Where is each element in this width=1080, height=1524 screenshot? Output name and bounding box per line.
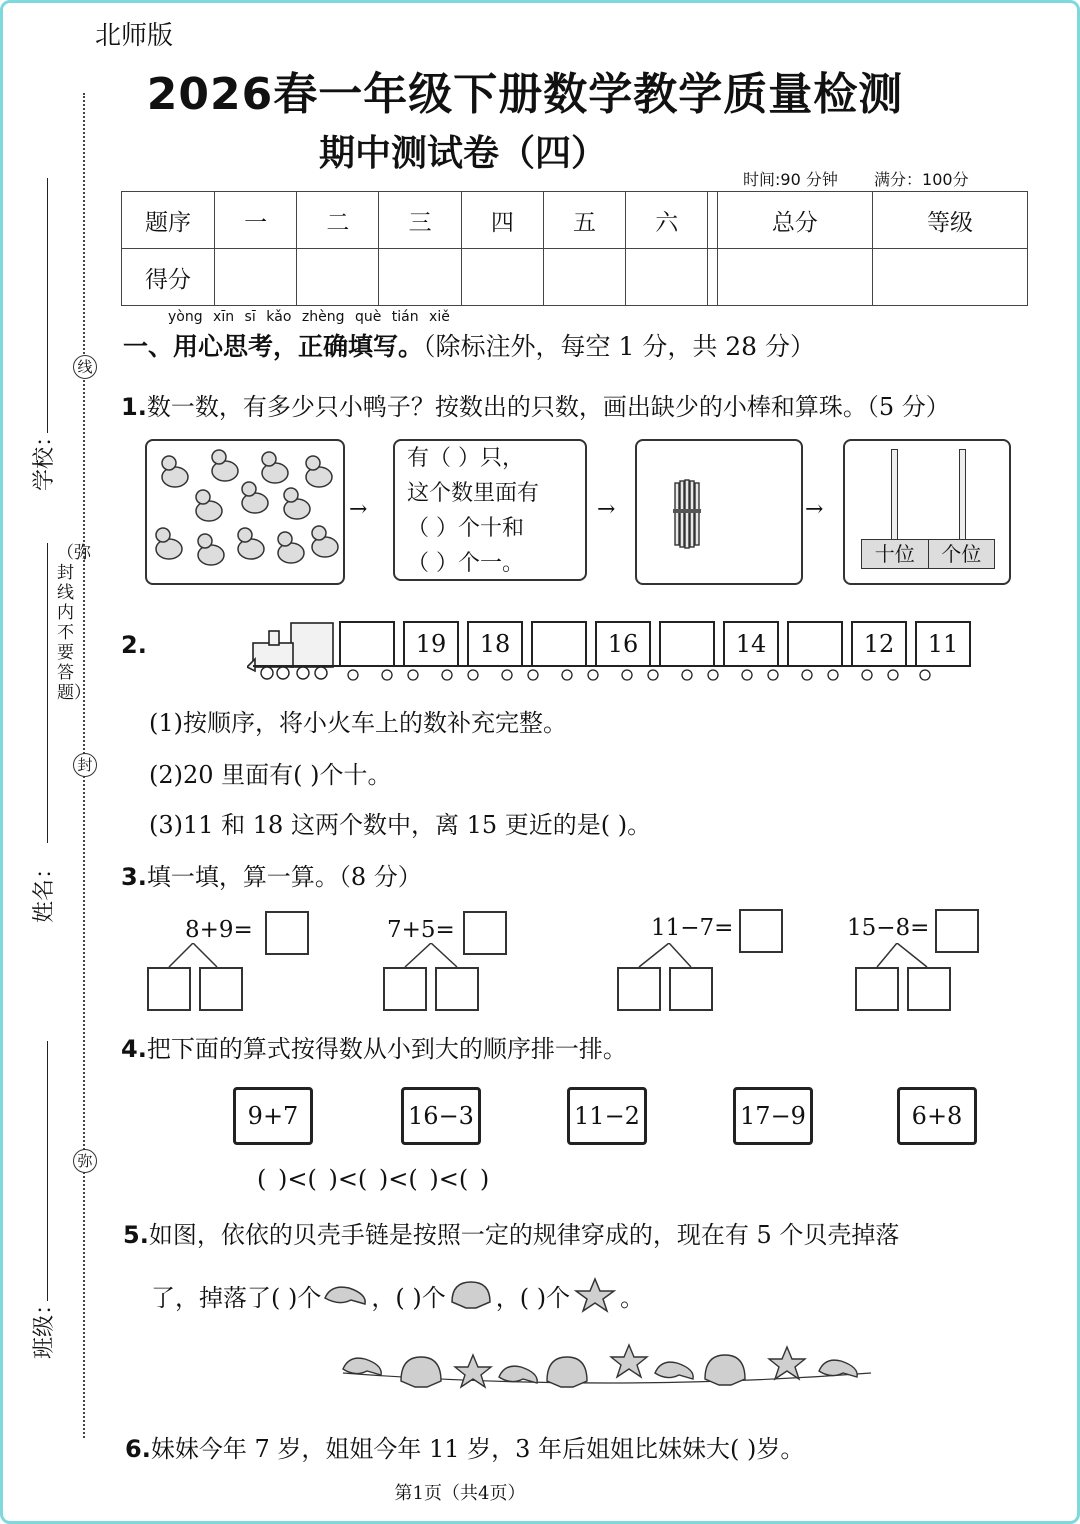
expression: 8+9=	[185, 917, 253, 943]
duck-icon	[162, 456, 188, 487]
train-wheels	[253, 668, 933, 682]
name-label: 姓名：	[32, 856, 57, 923]
question-number: 4.	[121, 1035, 147, 1063]
q5-end: 。	[620, 1283, 645, 1312]
equation-card: 16−3	[401, 1087, 481, 1145]
starfish-icon	[611, 1345, 647, 1377]
score-entry-cell[interactable]	[626, 249, 708, 306]
scallop-shell-icon	[705, 1355, 745, 1385]
shell-bracelet	[339, 1339, 875, 1405]
question-text: 把下面的算式按得数从小到大的顺序排一排。	[146, 1035, 627, 1063]
question-number: 2.	[121, 631, 147, 659]
starfish-icon	[769, 1347, 805, 1379]
question-number: 6.	[125, 1435, 151, 1463]
expression: 15−8=	[847, 915, 930, 941]
table-cell: 三	[379, 192, 461, 249]
scallop-shell-icon	[547, 1357, 587, 1387]
question-4	[121, 1029, 627, 1064]
sticks-box	[635, 439, 803, 585]
arrow-icon: →	[597, 497, 616, 522]
abacus-rod	[959, 449, 966, 543]
equation-card: 6+8	[897, 1087, 977, 1145]
duck-icon	[242, 482, 268, 513]
split-box[interactable]	[383, 967, 427, 1011]
binding-mi-mark: 弥	[73, 1149, 97, 1173]
duck-icon	[262, 452, 288, 483]
table-cell: 六	[626, 192, 708, 249]
wagon	[659, 621, 715, 667]
score-entry-cell[interactable]	[708, 249, 717, 306]
class-label: 班级：	[32, 1292, 57, 1359]
question-6	[125, 1429, 804, 1464]
score-entry-cell[interactable]	[872, 249, 1027, 306]
question-3	[121, 857, 422, 892]
section-note: （除标注外，每空 1 分，共 28 分）	[423, 332, 816, 361]
score-table-header-row	[122, 192, 1028, 249]
count-line-1: 有（ ）只，	[407, 446, 524, 471]
wagon: 14	[723, 621, 779, 667]
order-answer-line[interactable]: ( )<( )<( )<( )<( )	[257, 1165, 490, 1193]
abacus-ones-label: 个位	[941, 542, 982, 566]
answer-box[interactable]	[265, 911, 309, 955]
q5-blank-starfish: ，( )个	[495, 1283, 571, 1312]
split-box[interactable]	[907, 967, 951, 1011]
binding-notice: （弥封线内不要答题）	[57, 543, 91, 703]
conch-shell-icon	[819, 1360, 857, 1377]
duck-icon	[198, 534, 224, 565]
table-cell: 得分	[122, 249, 215, 306]
duck-icon	[156, 528, 182, 559]
section-pinyin: yòng xīn sī kǎo zhèng què tián xiě	[168, 309, 450, 325]
table-cell: 二	[297, 192, 379, 249]
table-cell: 题序	[122, 192, 215, 249]
table-cell	[708, 192, 717, 249]
question-5	[123, 1215, 899, 1250]
school-write-line	[47, 178, 48, 433]
duck-icon	[238, 528, 264, 559]
table-cell: 总分	[717, 192, 872, 249]
wagon	[787, 621, 843, 667]
score-entry-cell[interactable]	[379, 249, 461, 306]
answer-box[interactable]	[739, 909, 783, 953]
exam-time: 时间:90 分钟	[743, 170, 838, 189]
ducks-illustration	[147, 441, 343, 583]
section-title: 一、用心思考，正确填写。	[123, 332, 424, 361]
conch-shell-icon	[499, 1366, 537, 1383]
wagon	[339, 621, 395, 667]
equation-card: 11−2	[567, 1087, 647, 1145]
duck-icon	[284, 488, 310, 519]
stick-bundle-icon	[637, 441, 801, 583]
score-entry-cell[interactable]	[215, 249, 297, 306]
count-box	[393, 439, 587, 581]
question-text: 如图，依依的贝壳手链是按照一定的规律穿成的，现在有 5 个贝壳掉落	[148, 1221, 900, 1249]
abacus-box	[843, 439, 1011, 585]
page-title: 2026春一年级下册数学教学质量检测	[146, 69, 904, 120]
wagon: 11	[915, 621, 971, 667]
table-cell: 等级	[872, 192, 1027, 249]
branch-lines	[381, 943, 501, 969]
question-text: 妹妹今年 7 岁，姐姐今年 11 岁，3 年后姐姐比妹妹大( )岁。	[150, 1435, 805, 1463]
conch-shell-icon	[343, 1358, 381, 1375]
starfish-icon	[455, 1355, 491, 1387]
train-rail	[253, 665, 933, 681]
wagon	[531, 621, 587, 667]
exam-full-score: 满分：100分	[874, 170, 969, 189]
question-number: 1.	[121, 393, 147, 421]
split-box[interactable]	[617, 967, 661, 1011]
class-write-line	[47, 1041, 48, 1301]
wagon: 19	[403, 621, 459, 667]
scallop-shell-icon	[446, 1278, 496, 1312]
abacus-tens-label: 十位	[862, 540, 929, 568]
split-box[interactable]	[855, 967, 899, 1011]
expression: 11−7=	[651, 915, 734, 941]
question-2-part-3: (3)11 和 18 这两个数中，离 15 更近的是( )。	[149, 811, 652, 839]
count-line-3: （ ）个十和	[407, 516, 524, 541]
branch-lines	[615, 943, 735, 969]
duck-icon	[196, 490, 222, 521]
q5-blank-scallop: ，( )个	[371, 1283, 446, 1312]
question-number: 5.	[123, 1221, 149, 1249]
score-entry-cell[interactable]	[717, 249, 872, 306]
duck-icon	[278, 532, 304, 563]
question-2-number	[121, 631, 147, 659]
branch-lines	[145, 943, 265, 969]
question-5-line-2	[151, 1277, 644, 1313]
abacus-base	[861, 539, 995, 569]
page-footer: 第1页（共4页）	[394, 1483, 526, 1504]
school-label: 学校：	[32, 424, 57, 491]
conch-shell-icon	[321, 1280, 371, 1310]
conch-shell-icon	[655, 1362, 693, 1379]
decompose-item	[381, 909, 561, 1013]
decompose-item	[845, 909, 1025, 1013]
split-box[interactable]	[669, 967, 713, 1011]
abacus-rod	[891, 449, 898, 543]
decompose-item	[145, 909, 325, 1013]
expression: 7+5=	[387, 917, 455, 943]
question-2-part-1: (1)按顺序，将小火车上的数补充完整。	[149, 709, 567, 737]
train-wagons	[339, 621, 971, 667]
duck-icon	[312, 526, 338, 557]
question-text: 数一数，有多少只小鸭子？按数出的只数，画出缺少的小棒和算珠。（5 分）	[146, 393, 950, 421]
page-subtitle: 期中测试卷（四）	[318, 133, 607, 174]
table-cell: 四	[461, 192, 543, 249]
table-cell: 一	[215, 192, 297, 249]
question-2-part-2: (2)20 里面有( )个十。	[149, 761, 392, 789]
name-write-line	[47, 543, 48, 843]
split-box[interactable]	[435, 967, 479, 1011]
wagon: 18	[467, 621, 523, 667]
table-cell: 五	[543, 192, 625, 249]
count-line-2: 这个数里面有	[407, 481, 540, 506]
equation-card: 17−9	[733, 1087, 813, 1145]
decompose-item	[615, 909, 795, 1013]
exam-meta	[743, 167, 969, 190]
score-entry-cell[interactable]	[461, 249, 543, 306]
section-heading	[123, 327, 815, 363]
branch-lines	[845, 943, 965, 969]
wagon: 16	[595, 621, 651, 667]
binding-line-mark: 线	[73, 355, 97, 379]
duck-icon	[306, 456, 332, 487]
split-box[interactable]	[199, 967, 243, 1011]
wagon: 12	[851, 621, 907, 667]
score-table-score-row	[122, 249, 1028, 306]
starfish-icon	[570, 1277, 620, 1313]
question-text: 填一填，算一算。（8 分）	[146, 863, 422, 891]
q5-blank-conch: 了，掉落了( )个	[151, 1283, 322, 1312]
score-entry-cell[interactable]	[297, 249, 379, 306]
equation-card: 9+7	[233, 1087, 313, 1145]
binding-seal-mark: 封	[73, 753, 97, 777]
arrow-icon: →	[349, 497, 368, 522]
score-entry-cell[interactable]	[543, 249, 625, 306]
question-1	[121, 387, 950, 422]
duck-icon	[212, 450, 238, 481]
scallop-shell-icon	[401, 1357, 441, 1387]
arrow-icon: →	[805, 497, 824, 522]
question-number: 3.	[121, 863, 147, 891]
count-line-4: （ ）个一。	[407, 551, 524, 576]
ducks-box	[145, 439, 345, 585]
edition-label: 北师版	[95, 21, 174, 51]
score-table	[121, 191, 1028, 306]
split-box[interactable]	[147, 967, 191, 1011]
